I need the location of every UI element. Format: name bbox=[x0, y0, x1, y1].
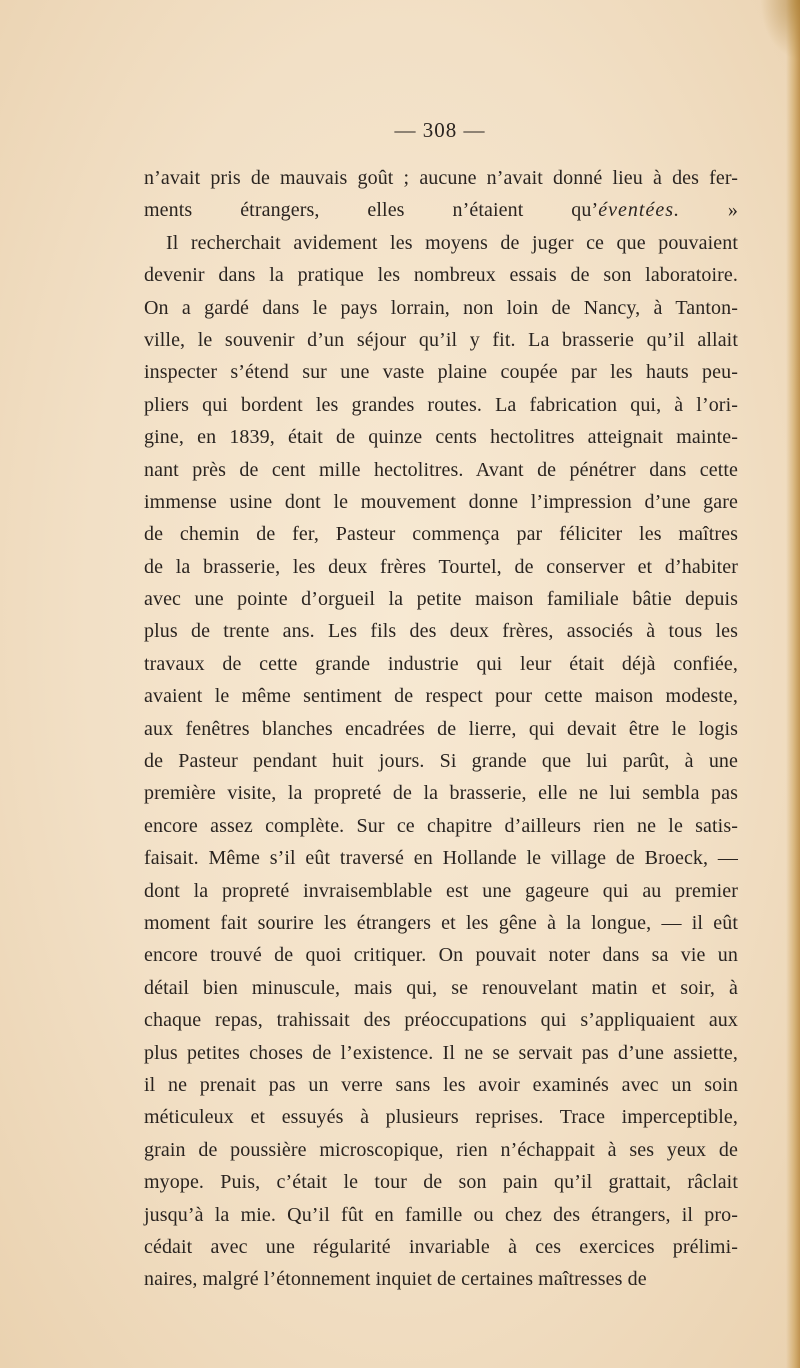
text-line: méticuleux et essuyés à plusieurs reprises. Trace imperceptible, bbox=[144, 1106, 738, 1129]
text-line: il ne prenait pas un verre sans les avoir examinés avec un soin bbox=[144, 1073, 738, 1096]
text-line: jusqu’à la mie. Qu’il fût en famille ou chez des étrangers, il pro- bbox=[144, 1203, 738, 1226]
text-line: de chemin de fer, Pasteur commença par féliciter les maîtres bbox=[144, 523, 738, 546]
text-line: nant près de cent mille hectolitres. Avant de pénétrer dans cette bbox=[144, 458, 738, 481]
text-line: première visite, la propreté de la brasserie, elle ne lui sembla pas bbox=[144, 782, 738, 805]
text-line: faisait. Même s’il eût traversé en Hollande le village de Broeck, — bbox=[144, 847, 738, 870]
text-line: On a gardé dans le pays lorrain, non loin de Nancy, à Tanton- bbox=[144, 296, 738, 319]
text-line: travaux de cette grande industrie qui leur était déjà confiée, bbox=[144, 652, 738, 675]
text-line: moment fait sourire les étrangers et les gêne à la longue, — il eût bbox=[144, 911, 738, 934]
text-line: gine, en 1839, était de quinze cents hectolitres atteignait mainte- bbox=[144, 426, 738, 449]
text-line-segment: ments étrangers, elles n’étaient qu’ bbox=[144, 199, 599, 222]
text-line: plus petites choses de l’existence. Il ne se servait pas d’une assiette, bbox=[144, 1041, 738, 1064]
text-line: n’avait pris de mauvais goût ; aucune n’avait donné lieu à des fer- bbox=[144, 167, 738, 189]
text-line: de Pasteur pendant huit jours. Si grande que lui parût, à une bbox=[144, 750, 738, 773]
text-line: détail bien minuscule, mais qui, se renouvelant matin et soir, à bbox=[144, 976, 738, 999]
text-line: cédait avec une régularité invariable à ces exercices prélimi- bbox=[144, 1235, 738, 1258]
text-line: inspecter s’étend sur une vaste plaine coupée par les hauts peu- bbox=[144, 361, 738, 384]
text-line: immense usine dont le mouvement donne l’impression d’une gare bbox=[144, 490, 738, 513]
text-line: dont la propreté invraisemblable est une gageure qui au premier bbox=[144, 879, 738, 902]
text-line: encore assez complète. Sur ce chapitre d’ailleurs rien ne le satis- bbox=[144, 814, 738, 837]
text-line: avaient le même sentiment de respect pour cette maison modeste, bbox=[144, 685, 738, 708]
text-line: encore trouvé de quoi critiquer. On pouvait noter dans sa vie un bbox=[144, 944, 738, 967]
text-line: devenir dans la pratique les nombreux essais de son laboratoire. bbox=[144, 264, 738, 287]
text-line: naires, malgré l’étonnement inquiet de certaines maîtresses de bbox=[144, 1268, 647, 1291]
text-line-segment: » bbox=[679, 199, 739, 222]
text-line: de la brasserie, les deux frères Tourtel, de conserver et d’habiter bbox=[144, 555, 738, 578]
italic-word: éventées. bbox=[598, 199, 680, 222]
page-edge-stain bbox=[786, 0, 800, 1368]
page-corner-stain bbox=[760, 0, 800, 60]
text-line: ville, le souvenir d’un séjour qu’il y fit. La brasserie qu’il allait bbox=[144, 328, 738, 351]
text-line: plus de trente ans. Les fils des deux frères, associés à tous les bbox=[144, 620, 738, 643]
text-line: avec une pointe d’orgueil la petite maison familiale bâtie depuis bbox=[144, 588, 738, 611]
text-line: grain de poussière microscopique, rien n’échappait à ses yeux de bbox=[144, 1138, 738, 1161]
body-text bbox=[144, 162, 738, 1296]
text-line: chaque repas, trahissait des préoccupations qui s’appliquaient aux bbox=[144, 1009, 738, 1032]
text-line: Il recherchait avidement les moyens de juger ce que pouvaient bbox=[166, 231, 738, 254]
text-line: myope. Puis, c’était le tour de son pain qu’il grattait, râclait bbox=[144, 1171, 738, 1194]
text-line: pliers qui bordent les grandes routes. La fabrication qui, à l’ori- bbox=[144, 393, 738, 416]
page-number: — 308 — bbox=[394, 118, 486, 142]
text-line: aux fenêtres blanches encadrées de lierre, qui devait être le logis bbox=[144, 717, 738, 740]
text-line bbox=[144, 194, 738, 226]
